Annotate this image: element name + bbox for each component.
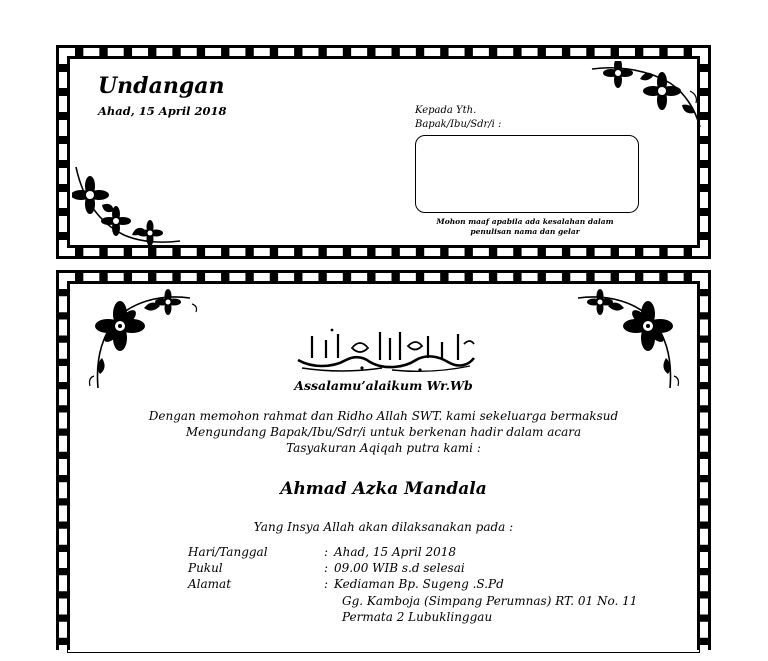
address-line-2: Gg. Kamboja (Simpang Perumnas) RT. 01 No. 11 — [342, 594, 638, 608]
envelope-card — [56, 45, 711, 259]
envelope-date: Ahad, 15 April 2018 — [98, 104, 227, 118]
recipient-label-line1: Kepada Yth. — [415, 105, 477, 116]
floral-ornament-bottom-left-icon — [72, 165, 182, 245]
detail-label-address: Alamat — [188, 577, 232, 591]
recipient-address-box[interactable] — [415, 135, 639, 213]
detail-value-date: Ahad, 15 April 2018 — [334, 545, 457, 559]
intro-paragraph — [140, 408, 627, 456]
greeting: Assalamu’alaikum Wr.Wb — [294, 378, 473, 393]
detail-colon: : — [324, 577, 329, 591]
invitation-card — [56, 270, 711, 650]
detail-label-date: Hari/Tanggal — [188, 545, 268, 559]
intro-line-2: Mengundang Bapak/Ibu/Sdr/i untuk berkenan hadir dalam acara — [185, 425, 582, 439]
intro-line-3: Tasyakuran Aqiqah putra kami : — [286, 441, 481, 455]
recipient-label — [415, 104, 501, 132]
intro-line-1: Dengan memohon rahmat dan Ridho Allah SWT. kami sekeluarga bermaksud — [148, 409, 619, 423]
detail-value-time: 09.00 WIB s.d selesai — [334, 561, 465, 575]
recipient-label-line2: Bapak/Ibu/Sdr/i : — [415, 119, 502, 130]
basmalah-calligraphy-icon — [292, 324, 480, 374]
detail-value-address: Kediaman Bp. Sugeng .S.Pd — [334, 577, 504, 591]
floral-ornament-top-right-icon — [590, 61, 705, 131]
detail-label-time: Pukul — [188, 561, 223, 575]
child-name: Ahmad Azka Mandala — [280, 479, 487, 499]
envelope-title: Undangan — [98, 73, 225, 99]
detail-colon: : — [324, 545, 329, 559]
held-statement: Yang Insya Allah akan dilaksanakan pada : — [253, 520, 514, 534]
address-line-3: Permata 2 Lubuklinggau — [342, 610, 493, 624]
apology-note: Mohon maaf apabila ada kesalahan dalam penulisan nama dan gelar — [436, 217, 614, 236]
detail-colon: : — [324, 561, 329, 575]
